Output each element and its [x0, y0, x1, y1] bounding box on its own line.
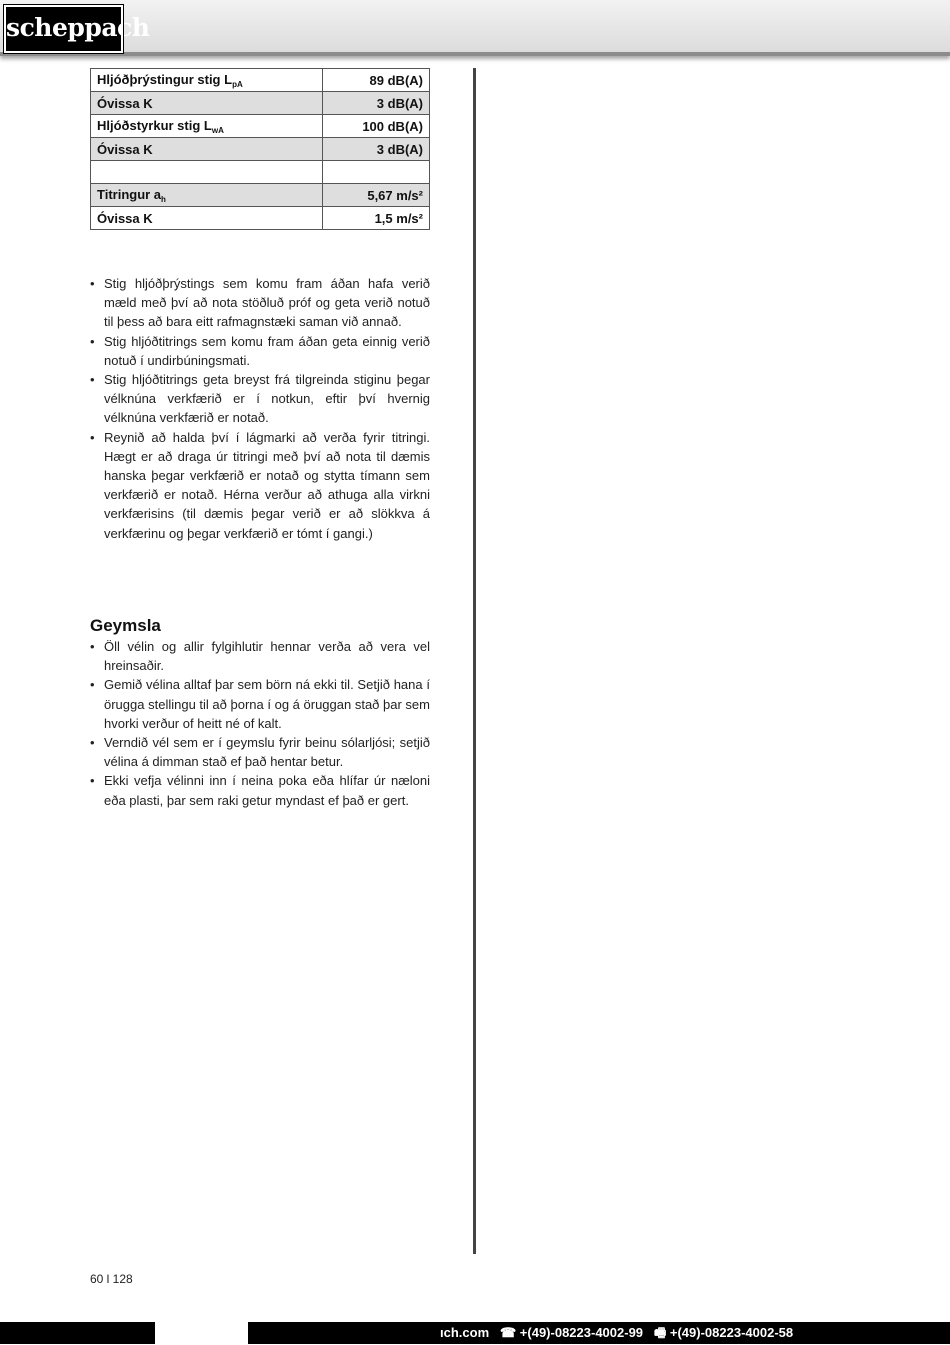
- spec-label: Hljóðstyrkur stig L: [97, 117, 212, 133]
- spec-value: 89 dB(A): [322, 69, 429, 92]
- table-row: [91, 115, 430, 138]
- spec-label: Óvissa K: [91, 138, 323, 161]
- footer-fax: 🖷 +(49)-08223-4002-58: [654, 1325, 794, 1340]
- spec-label: Titringur a: [97, 186, 162, 202]
- spec-value: [322, 161, 429, 184]
- list-item: • Gemið vélina alltaf þar sem börn ná ekki til. Setjið hana í örugga stellingu til að þorna í og á öruggan stað þar sem hvorki verður of heitt né of kalt.: [90, 675, 430, 733]
- noise-notes-list: [90, 274, 430, 543]
- storage-list: [90, 637, 430, 810]
- table-row: [91, 92, 430, 115]
- spec-label: Óvissa K: [91, 92, 323, 115]
- list-item: • Öll vélin og allir fylgihlutir hennar verða að vera vel hreinsaðir.: [90, 637, 430, 675]
- footer-bar-left: [0, 1322, 155, 1344]
- list-item: • Stig hljóðþrýstings sem komu fram áðan hafa verið mæld með því að nota stöðluð próf og geta verið notuð til þess að bara eitt rafmagnstæki saman við annað.: [90, 274, 430, 332]
- list-item: • Stig hljóðtitrings geta breyst frá tilgreinda stiginu þegar vélknúna verkfærið er í notkun, eftir því hvernig vélknúna verkfærið er notað.: [90, 370, 430, 428]
- spec-label-subscript: pA: [232, 79, 243, 89]
- spec-label-subscript: wA: [211, 125, 224, 135]
- list-item: • Stig hljóðtitrings sem komu fram áðan geta einnig verið notuð í undirbúningsmati.: [90, 332, 430, 370]
- list-item: • Ekki vefja vélinni inn í neina poka eða hlífar úr næloni eða plasti, þar sem raki getur myndast ef það er gert.: [90, 771, 430, 809]
- column-divider: [473, 68, 476, 1254]
- page-number: 60 l 128: [90, 1272, 133, 1286]
- spec-value: 3 dB(A): [322, 138, 429, 161]
- footer-gap: [155, 1322, 248, 1344]
- spec-label-subscript: h: [161, 194, 166, 204]
- list-item: • Verndið vél sem er í geymslu fyrir beinu sólarljósi; setjið vélina á dimman stað ef það hentar betur.: [90, 733, 430, 771]
- table-row: [91, 69, 430, 92]
- table-row-empty: [91, 161, 430, 184]
- section-title-storage: Geymsla: [90, 616, 161, 635]
- specifications-table: [90, 68, 430, 230]
- table-row: [91, 184, 430, 207]
- spec-value: 5,67 m/s²: [322, 184, 429, 207]
- spec-label: [91, 161, 323, 184]
- spec-label: Hljóðþrýstingur stig L: [97, 71, 233, 87]
- table-row: [91, 207, 430, 230]
- spec-label: Óvissa K: [91, 207, 323, 230]
- scheppach-logo: scheppach: [4, 5, 123, 53]
- list-item: • Reynið að halda því í lágmarki að verða fyrir titringi. Hægt er að draga úr titringi með því að nota til dæmis hanska þegar verkfærið er notað og stytta tímann sem verkfærið er notað. Hérna verður að athuga alla virkni verkfærisins (til dæmis þegar verið er að slökkva á verkfærinu og þegar verkfærið er tómt í gangi.): [90, 428, 430, 543]
- footer-website: ıch.com: [440, 1325, 490, 1340]
- footer-phone: ☎ +(49)-08223-4002-99: [500, 1325, 644, 1340]
- spec-value: 3 dB(A): [322, 92, 429, 115]
- spec-value: 100 dB(A): [322, 115, 429, 138]
- table-row: [91, 138, 430, 161]
- page-header: [0, 0, 950, 56]
- spec-value: 1,5 m/s²: [322, 207, 429, 230]
